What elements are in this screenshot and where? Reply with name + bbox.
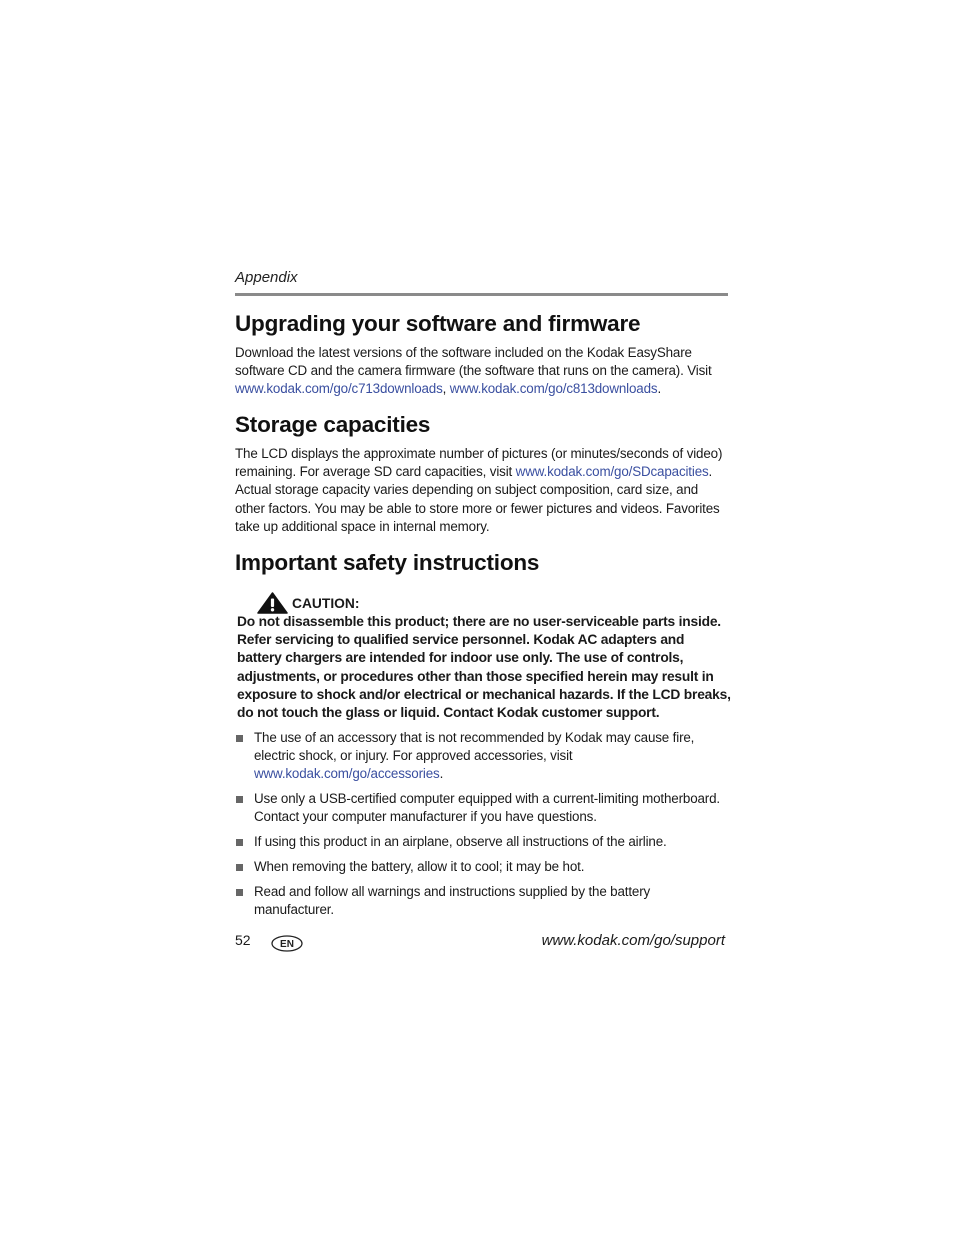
list-item <box>235 729 728 784</box>
upgrade-text: Download the latest versions of the software included on the Kodak EasyShare software CD and the camera firmware (the software that runs on the camera). Visit <box>235 345 712 379</box>
square-bullet-icon <box>236 796 243 803</box>
bullet-text: The use of an accessory that is not recommended by Kodak may cause fire, electric shock, or injury. For approved accessories, visit <box>254 730 695 764</box>
svg-text:EN: EN <box>280 939 294 951</box>
manual-page <box>235 268 731 951</box>
c813-downloads-link[interactable]: www.kodak.com/go/c813downloads <box>449 381 658 397</box>
heading-safety-instructions: Important safety instructions <box>235 550 540 575</box>
caution-label-row <box>257 592 359 614</box>
caution-label: CAUTION: <box>292 595 360 611</box>
upgrade-end: . <box>657 381 662 397</box>
heading-upgrading-software: Upgrading your software and firmware <box>235 311 641 336</box>
page-number: 52 <box>235 932 251 948</box>
section-header-label: Appendix <box>235 269 298 286</box>
heading-storage-capacities: Storage capacities <box>235 412 431 437</box>
square-bullet-icon <box>236 889 243 896</box>
support-url[interactable]: www.kodak.com/go/support <box>541 932 725 949</box>
square-bullet-icon <box>236 735 243 742</box>
square-bullet-icon <box>236 864 243 871</box>
c713-downloads-link[interactable]: www.kodak.com/go/c713downloads <box>235 381 443 397</box>
storage-text-2: . Actual storage capacity varies depending on subject composition, card size, and other factors. You may be able to store more or fewer pictures and videos. Favorites take up additional space in internal memory. <box>235 464 720 534</box>
accessories-link[interactable]: www.kodak.com/go/accessories <box>254 766 440 782</box>
bullet-text: If using this product in an airplane, observe all instructions of the airline. <box>254 834 667 850</box>
list-item <box>235 883 728 919</box>
storage-paragraph <box>235 445 728 536</box>
bullet-text: Use only a USB-certified computer equipped with a current-limiting motherboard. Contact your computer manufacturer if you have questions. <box>254 791 720 825</box>
warning-triangle-icon <box>257 592 288 614</box>
bullet-text: When removing the battery, allow it to cool; it may be hot. <box>254 859 585 874</box>
upgrade-separator: , <box>442 381 450 397</box>
caution-warning-text: Do not disassemble this product; there are no user-serviceable parts inside. Refer servicing to qualified service personnel. Kodak AC adapters and battery chargers are intended for indoor use only. The use of controls, adjustments, or procedures other than those specified herein may result in exposure to shock and/or electrical or mechanical hazards. If the LCD breaks, do not touch the glass or liquid. Contact Kodak customer support. <box>237 614 731 721</box>
upgrade-paragraph <box>235 344 728 399</box>
section-header <box>235 268 728 296</box>
list-item <box>235 790 728 826</box>
bullet-end: . <box>439 766 444 782</box>
bullet-text: Read and follow all warnings and instructions supplied by the battery manufacturer. <box>254 883 651 917</box>
square-bullet-icon <box>236 839 243 846</box>
sd-capacities-link[interactable]: www.kodak.com/go/SDcapacities <box>515 464 709 480</box>
storage-text-1: The LCD displays the approximate number of pictures (or minutes/seconds of video) remaining. For average SD card capacities, visit <box>235 446 723 480</box>
list-item <box>235 858 728 876</box>
language-badge <box>271 935 303 952</box>
page-footer <box>235 932 725 952</box>
list-item <box>235 833 728 851</box>
safety-bullet-list <box>235 729 728 926</box>
